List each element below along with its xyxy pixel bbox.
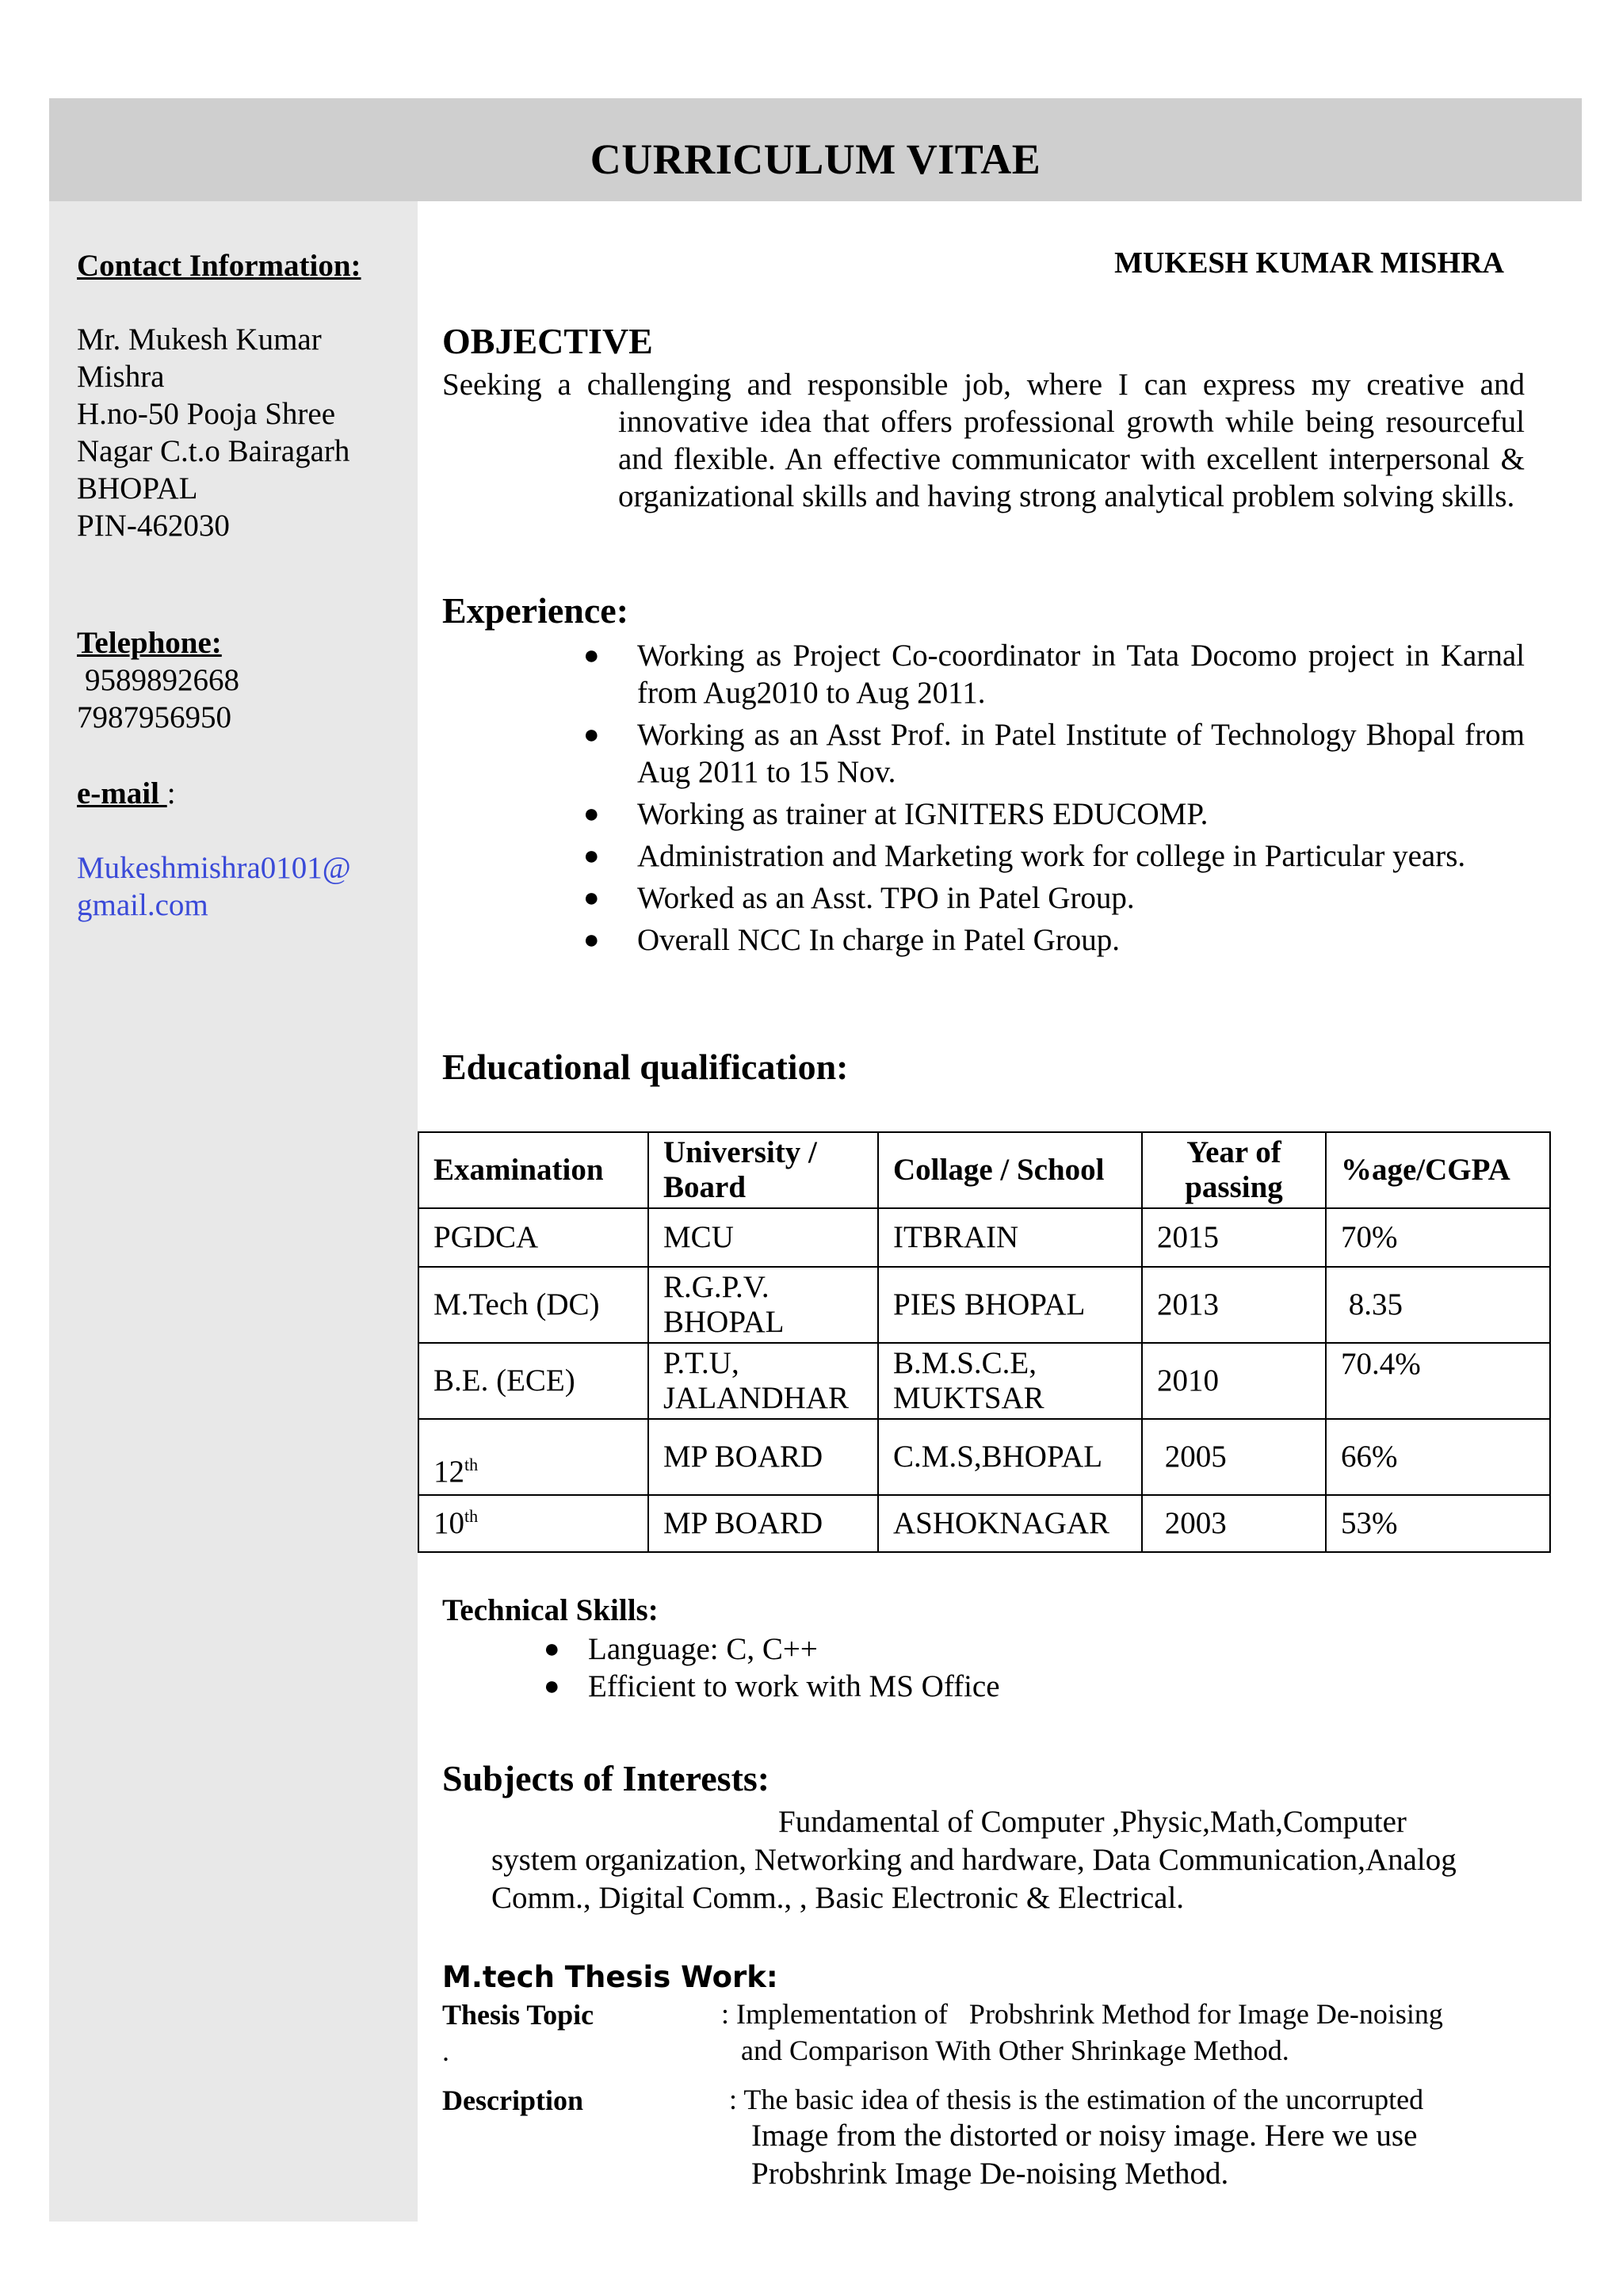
objective-line1: Seeking a challenging and responsible job, where I can express my creative and (442, 368, 1525, 402)
thesis-topic-line: and Comparison With Other Shrinkage Method. (741, 2035, 1289, 2066)
objective-text: innovative idea that offers professional growth while being resourceful and flexible. An effective communicator with excellent interpersonal & organizational skills and having strong analytical problem solving skills. (618, 405, 1525, 513)
cell-university: MCU (648, 1208, 878, 1267)
cell-exam: 12th (418, 1419, 648, 1495)
experience-item: ● Administration and Marketing work for college in Particular years. (583, 839, 1466, 873)
table-row (418, 1267, 1550, 1343)
bullet-icon: ● (583, 841, 600, 871)
phone-number: 9589892668 (85, 663, 239, 697)
thesis-description-line: Probshrink Image De-noising Method. (751, 2157, 1229, 2191)
column-header: Collage / School (878, 1132, 1142, 1208)
cv-title: CURRICULUM VITAE (590, 135, 1041, 183)
thesis-heading: M.tech Thesis Work: (442, 1960, 778, 1994)
address-block (77, 321, 349, 544)
email-colon: : (166, 776, 176, 810)
education-heading: Educational qualification: (442, 1047, 849, 1087)
cell-exam: 10th (418, 1495, 648, 1552)
experience-heading: Experience: (442, 590, 629, 631)
bullet-icon: ● (544, 1634, 560, 1664)
bullet-icon: ● (583, 883, 600, 913)
email-heading: e-mail (77, 776, 167, 810)
cell-score: 70.4% (1326, 1343, 1550, 1419)
bullet-icon: ● (583, 925, 600, 955)
cell-year: 2010 (1142, 1343, 1326, 1419)
address-line: BHOPAL (77, 471, 198, 505)
bullet-icon: ● (583, 799, 600, 829)
address-line: PIN-462030 (77, 509, 230, 543)
cell-exam: PGDCA (418, 1208, 648, 1267)
skills-list (544, 1630, 1381, 1705)
cell-score: 66% (1326, 1419, 1550, 1495)
cell-score: 70% (1326, 1208, 1550, 1267)
cell-year: 2005 (1142, 1419, 1326, 1495)
cell-year: 2003 (1142, 1495, 1326, 1552)
thesis-topic-label: Thesis Topic (442, 1999, 594, 2031)
experience-item: ● Working as an Asst Prof. in Patel Institute of Technology Bhopal from Aug 2011 to 15 Nov. (583, 718, 1525, 789)
skill-item: ● Efficient to work with MS Office (544, 1669, 1000, 1703)
cell-university: P.T.U, JALANDHAR (648, 1343, 878, 1419)
cell-school: ASHOKNAGAR (878, 1495, 1142, 1552)
table-row (418, 1208, 1550, 1267)
column-header: University / Board (648, 1132, 878, 1208)
skills-heading: Technical Skills: (442, 1593, 659, 1627)
experience-item: ● Overall NCC In charge in Patel Group. (583, 923, 1121, 957)
email-line: gmail.com (77, 888, 208, 922)
thesis-topic-line: : Implementation of Probshrink Method for Image De-noising (721, 1998, 1443, 2030)
cell-university: R.G.P.V. BHOPAL (648, 1267, 878, 1343)
address-line: Mishra (77, 360, 165, 394)
table-row (418, 1343, 1550, 1419)
cell-year: 2013 (1142, 1267, 1326, 1343)
thesis-topic-dot: . (442, 2035, 449, 2067)
email-heading-row (77, 775, 176, 812)
cell-score: 53% (1326, 1495, 1550, 1552)
cell-exam: B.E. (ECE) (418, 1343, 648, 1419)
column-header: %age/CGPA (1326, 1132, 1550, 1208)
cell-exam: M.Tech (DC) (418, 1267, 648, 1343)
table-row (418, 1419, 1550, 1495)
column-header: Year of passing (1142, 1132, 1326, 1208)
thesis-description-line: : The basic idea of thesis is the estimation of the uncorrupted (729, 2084, 1424, 2115)
telephone-heading: Telephone: (77, 626, 222, 660)
thesis-description-line: Image from the distorted or noisy image. Here we use (751, 2119, 1418, 2153)
address-line: H.no-50 Pooja Shree (77, 397, 336, 431)
table-header-row (418, 1132, 1550, 1208)
phone-number: 7987956950 (77, 700, 231, 734)
experience-list (583, 637, 1525, 963)
experience-item: ● Worked as an Asst. TPO in Patel Group. (583, 881, 1135, 915)
cell-university: MP BOARD (648, 1495, 878, 1552)
interests-text (491, 1803, 1537, 1917)
candidate-name: MUKESH KUMAR MISHRA (1114, 246, 1504, 280)
skill-item: ● Language: C, C++ (544, 1632, 818, 1666)
experience-item: ● Working as Project Co-coordinator in Tata Docomo project in Karnal from Aug2010 to Aug 2011. (583, 639, 1525, 710)
cell-school: B.M.S.C.E, MUKTSAR (878, 1343, 1142, 1419)
address-line: Mr. Mukesh Kumar (77, 322, 322, 357)
thesis-description-label: Description (442, 2084, 583, 2116)
cell-school: ITBRAIN (878, 1208, 1142, 1267)
cell-score: 8.35 (1326, 1267, 1550, 1343)
contact-heading: Contact Information: (77, 249, 361, 283)
cell-university: MP BOARD (648, 1419, 878, 1495)
interests-heading: Subjects of Interests: (442, 1758, 770, 1798)
email-line: Mukeshmishra0101@ (77, 851, 351, 885)
education-table (418, 1131, 1551, 1553)
objective-heading: OBJECTIVE (442, 321, 653, 361)
table-row (418, 1495, 1550, 1552)
cell-year: 2015 (1142, 1208, 1326, 1267)
interests-line: Fundamental of Computer ,Physic,Math,Computer (778, 1805, 1407, 1839)
column-header: Examination (418, 1132, 648, 1208)
bullet-icon: ● (544, 1672, 560, 1701)
email-link[interactable] (77, 849, 351, 924)
cell-school: PIES BHOPAL (878, 1267, 1142, 1343)
interests-rest: system organization, Networking and hardware, Data Communication,Analog Comm., Digital Comm., , Basic Electronic & Electrical. (491, 1843, 1457, 1915)
bullet-icon: ● (583, 641, 600, 670)
bullet-icon: ● (583, 720, 600, 749)
cell-school: C.M.S,BHOPAL (878, 1419, 1142, 1495)
address-line: Nagar C.t.o Bairagarh (77, 434, 350, 468)
phone-list (77, 662, 239, 736)
experience-item: ● Working as trainer at IGNITERS EDUCOMP. (583, 797, 1209, 831)
